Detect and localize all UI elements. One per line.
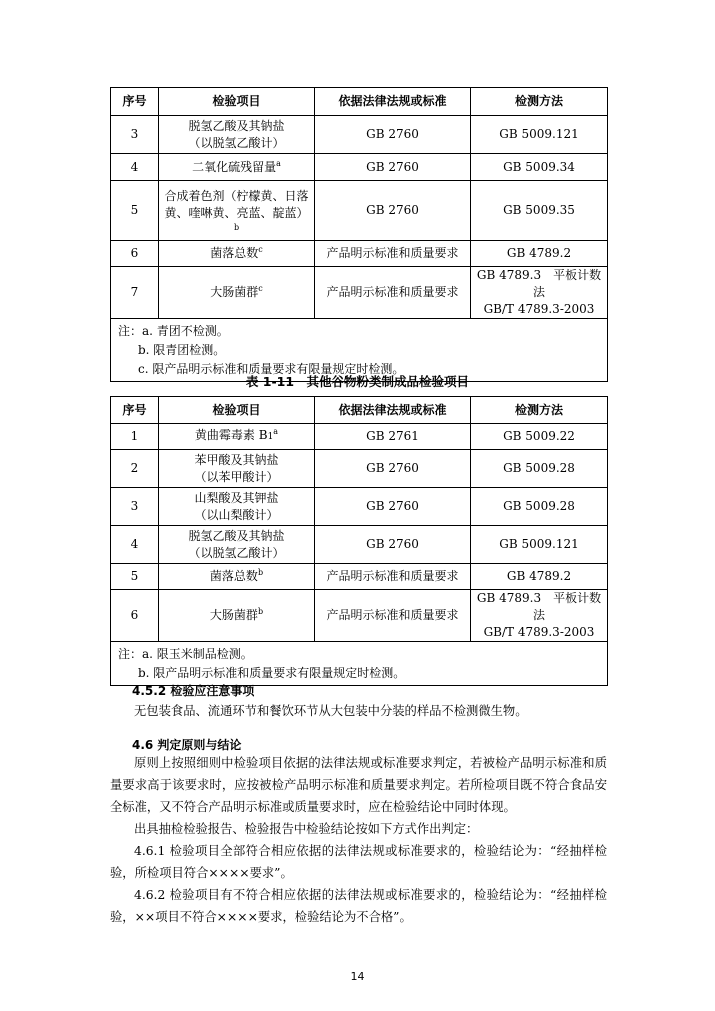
row-item [159, 488, 315, 526]
row-method: GB 5009.28 [471, 488, 608, 526]
item-text: 二氧化硫残留量 [192, 159, 277, 174]
table-header-row [111, 88, 608, 116]
header-no: 序号 [111, 397, 159, 424]
item-line: （以山梨酸计） [194, 507, 279, 522]
paragraph: 无包装食品、流通环节和餐饮环节从大包装中分装的样品不检测微生物。 [134, 704, 528, 718]
row-no: 1 [111, 424, 159, 450]
row-item [159, 424, 315, 450]
item-line: （以脱氢乙酸计） [188, 545, 285, 560]
row-no: 4 [111, 154, 159, 181]
table-row [111, 450, 608, 488]
row-method: GB 5009.121 [471, 116, 608, 154]
page-number: 14 [350, 970, 365, 983]
section-heading-4-5-2: 4.5.2 检验应注意事项 [132, 684, 255, 698]
row-standard: 产品明示标准和质量要求 [315, 590, 471, 642]
item-text: 黄曲霉毒素 B [194, 428, 268, 442]
table-row [111, 154, 608, 181]
method-line: GB/T 4789.3-2003 [483, 302, 595, 316]
row-no: 2 [111, 450, 159, 488]
row-method [471, 590, 608, 642]
row-standard: GB 2760 [315, 450, 471, 488]
footnote-mark: b [233, 222, 240, 232]
row-item [159, 154, 315, 181]
item-text: 菌落总数 [209, 569, 258, 583]
row-standard: GB 2760 [315, 154, 471, 181]
inspection-table-continued [110, 87, 608, 382]
row-standard: 产品明示标准和质量要求 [315, 241, 471, 267]
row-standard: GB 2760 [315, 116, 471, 154]
row-no: 7 [111, 267, 159, 319]
item-text: 菌落总数 [210, 246, 259, 260]
table-row [111, 488, 608, 526]
row-item [159, 181, 315, 241]
note-line: b. 限产品明示标准和质量要求有限量规定时检测。 [138, 666, 406, 680]
table-row [111, 424, 608, 450]
row-method: GB 5009.35 [471, 181, 608, 241]
footnote-mark: b [257, 568, 264, 577]
paragraph: 4.6.2 检验项目有不符合相应依据的法律法规或标准要求的，检验结论为：“经抽样检验，××项目不符合××××要求，检验结论为不合格”。 [110, 888, 607, 924]
header-no: 序号 [111, 88, 159, 116]
row-no: 4 [111, 526, 159, 564]
row-item [159, 116, 315, 154]
header-method: 检测方法 [471, 88, 608, 116]
inspection-table-other-grain [110, 396, 608, 686]
item-line: 苯甲酸及其钠盐 [194, 452, 279, 467]
row-no: 3 [111, 488, 159, 526]
row-item [159, 241, 315, 267]
row-no: 6 [111, 590, 159, 642]
item-line: （以苯甲酸计） [194, 469, 279, 484]
row-standard: 产品明示标准和质量要求 [315, 267, 471, 319]
row-item [159, 590, 315, 642]
paragraph: 出具抽检检验报告、检验报告中检验结论按如下方式作出判定： [134, 822, 479, 836]
row-method: GB 5009.28 [471, 450, 608, 488]
footnote-mark: b [257, 607, 264, 616]
item-line: 黄、喹啉黄、亮蓝、靛蓝） [164, 205, 309, 220]
footnote-mark: c [258, 284, 263, 293]
row-no: 5 [111, 181, 159, 241]
item-text: 大肠菌群 [209, 608, 258, 622]
item-line: 脱氢乙酸及其钠盐 [188, 118, 285, 133]
row-no: 3 [111, 116, 159, 154]
footnote-mark: a [276, 158, 281, 168]
notes-row [111, 642, 608, 686]
note-line: 注：a. 青团不检测。 [118, 324, 229, 338]
table-row [111, 267, 608, 319]
method-line: GB/T 4789.3-2003 [483, 625, 595, 639]
subscript: 1 [267, 432, 274, 442]
footnote-mark: c [258, 245, 263, 254]
table-row [111, 116, 608, 154]
row-no: 5 [111, 564, 159, 590]
item-line: （以脱氢乙酸计） [188, 135, 285, 150]
item-line: 山梨酸及其钾盐 [194, 490, 279, 505]
table-caption: 表 1-11 其他谷物粉类制成品检验项目 [245, 374, 470, 389]
note-line: b. 限青团检测。 [138, 343, 226, 357]
item-line: 合成着色剂（柠檬黄、日落 [164, 188, 309, 203]
note-line: 注：a. 限玉米制品检测。 [118, 647, 253, 661]
row-item [159, 267, 315, 319]
row-method [471, 267, 608, 319]
row-method: GB 4789.2 [471, 241, 608, 267]
row-method: GB 5009.34 [471, 154, 608, 181]
paragraph: 4.6.1 检验项目全部符合相应依据的法律法规或标准要求的，检验结论为：“经抽样检验，所检项目符合××××要求”。 [110, 844, 607, 880]
section-heading-4-6: 4.6 判定原则与结论 [132, 738, 242, 752]
paragraph: 原则上按照细则中检验项目依据的法律法规或标准要求判定，若被检产品明示标准和质量要求高于该要求时，应按被检产品明示标准和质量要求判定。若所检项目既不符合食品安全标准，又不符合产品明示标准或质量要求时，应在检验结论中同时体现。 [110, 756, 607, 814]
item-text: 大肠菌群 [210, 285, 259, 299]
row-standard: GB 2760 [315, 526, 471, 564]
item-line: 脱氢乙酸及其钠盐 [188, 528, 285, 543]
row-standard: GB 2761 [315, 424, 471, 450]
row-item [159, 450, 315, 488]
table-row [111, 526, 608, 564]
header-method: 检测方法 [471, 397, 608, 424]
method-line: GB 4789.3 平板计数法 [476, 268, 602, 299]
row-item [159, 526, 315, 564]
row-method: GB 4789.2 [471, 564, 608, 590]
row-standard: GB 2760 [315, 181, 471, 241]
method-line: GB 4789.3 平板计数法 [476, 591, 602, 622]
table-row [111, 590, 608, 642]
table-row [111, 564, 608, 590]
note-line: c. 限产品明示标准和质量要求有限量规定时检测。 [138, 362, 405, 376]
row-item [159, 564, 315, 590]
table-row [111, 241, 608, 267]
header-item: 检验项目 [159, 397, 315, 424]
header-item: 检验项目 [159, 88, 315, 116]
header-standard: 依据法律法规或标准 [315, 88, 471, 116]
table-header-row [111, 397, 608, 424]
row-standard: 产品明示标准和质量要求 [315, 564, 471, 590]
table-notes [111, 642, 608, 686]
row-no: 6 [111, 241, 159, 267]
row-method: GB 5009.22 [471, 424, 608, 450]
footnote-mark: a [273, 427, 279, 436]
header-standard: 依据法律法规或标准 [315, 397, 471, 424]
row-standard: GB 2760 [315, 488, 471, 526]
row-method: GB 5009.121 [471, 526, 608, 564]
table-row [111, 181, 608, 241]
